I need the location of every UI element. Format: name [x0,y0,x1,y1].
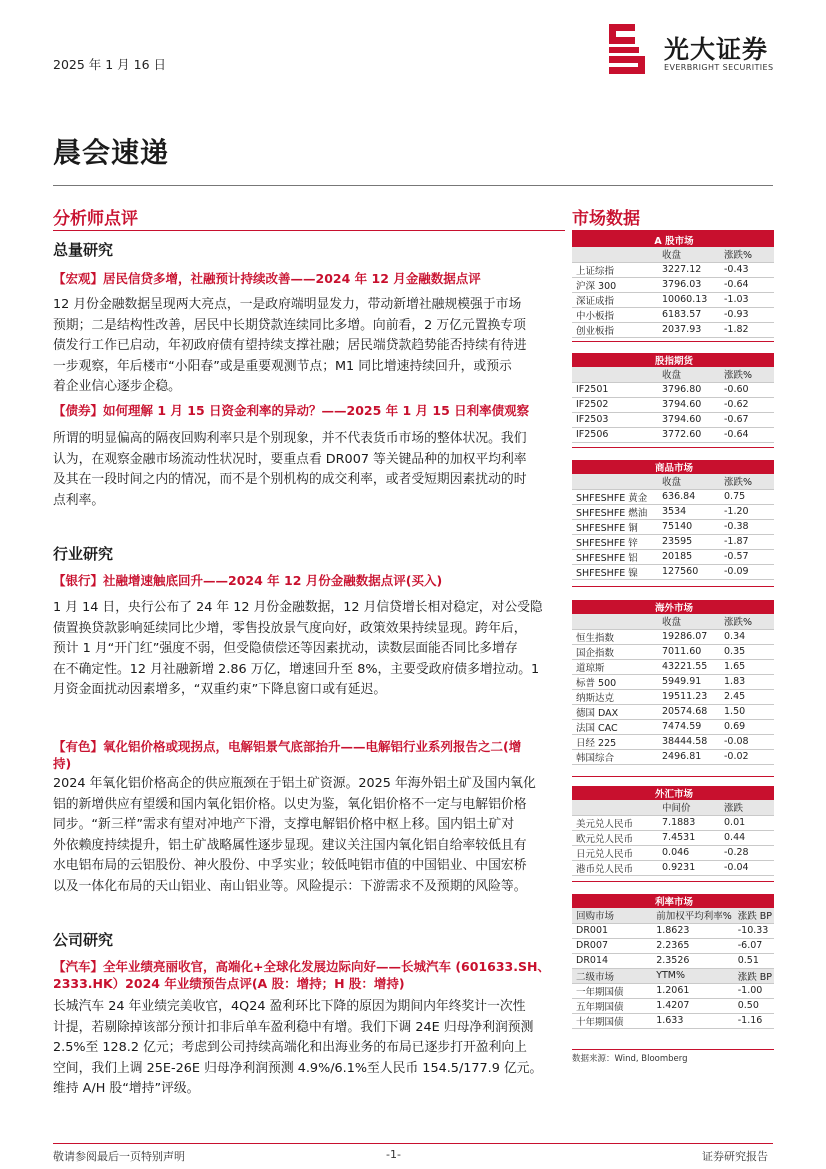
table-row: 美元兑人民币 7.1883 0.01 [572,815,774,830]
industry-research-heading: 行业研究 [53,545,114,563]
table-row: 国企指数 7011.60 0.35 [572,644,774,659]
title-divider [53,185,773,186]
table-row: DR014 2.3526 0.51 [572,953,774,968]
section-heading: 分析师点评 [53,209,138,229]
table-band: 股指期货 [572,353,774,367]
table-row: SHFESHFE 锌 23595 -1.87 [572,534,774,549]
overseas-market-table: 海外市场 收盘 涨跌% 恒生指数 19286.07 0.34 国企指数 7011.60 0.35 道琼斯 43221.55 1.65 标普 500 5949.91 1.83 纳斯达克 19511.23 2.45 德国 DAX 20574.68 1.50 法国 CAC 7474.59 0.69 日经 225 38444.58 -0.08 韩国综合 2496.81 -0.02 [572,600,774,765]
table-row: DR001 1.8623 -10.33 [572,923,774,938]
interest-rate-table: 利率市场 回购市场 前加权平均利率% 涨跌 BP DR001 1.8623 -10.33 DR007 2.2365 -6.07 DR014 2.3526 0.51 二级市场 YTM% 涨跌 BP 一年期国债 1.2061 -1.00 五年期国债 1.4207 0.50 十年期国债 1.633 -1.16 [572,894,774,1029]
macro-research-heading: 总量研究 [53,241,114,259]
table-row: 法国 CAC 7474.59 0.69 [572,719,774,734]
table-row: 标普 500 5949.91 1.83 [572,674,774,689]
table-row: IF2502 3794.60 -0.62 [572,397,774,412]
bank-report-body: 1 月 14 日，央行公布了 24 年 12 月份金融数据，12 月信贷增长相对稳定，对公受隐 债置换贷款影响延续同比少增，零售投放景气度向好，政策效果持续显现。跨年后， 预计 1 月“开门红”强度不弱，但受隐债偿还等因素扰动，读数层面能否同比多增存 在不确定性。12 月社融新增 2.86 万亿，增速回升至 8%，主要受政府债多增拉动。1 月资金面扰动因素增多，“双重约束”下降息窗口或有延迟。 [53,600,543,698]
table-band: A 股市场 [572,233,774,247]
table-row: 中小板指 6183.57 -0.93 [572,307,774,322]
brand-logo [605,22,805,77]
page-number: -1- [386,1148,401,1161]
footer-disclaimer[interactable]: 敬请参阅最后一页特别声明 [53,1150,185,1163]
table-row: IF2503 3794.60 -0.67 [572,412,774,427]
commodity-table: 商品市场 收盘 涨跌% SHFESHFE 黄金 636.84 0.75 SHFESHFE 燃油 3534 -1.20 SHFESHFE 铜 75140 -0.38 SHFESHFE 锌 23595 -1.87 SHFESHFE 铝 20185 -0.57 SHFESHFE 镍 127560 -0.09 [572,460,774,580]
table-row: 欧元兑人民币 7.4531 0.44 [572,830,774,845]
table-row: 创业板指 2037.93 -1.82 [572,322,774,337]
table-row: IF2506 3772.60 -0.64 [572,427,774,442]
table-row: 韩国综合 2496.81 -0.02 [572,749,774,764]
footer-report-type: 证券研究报告 [702,1150,768,1163]
table-row: 十年期国债 1.633 -1.16 [572,1013,774,1028]
table-row: 恒生指数 19286.07 0.34 [572,629,774,644]
metals-report-body: 2024 年氧化铝价格高企的供应瓶颈在于铝土矿资源。2025 年海外铝土矿及国内氧化 铝的新增供应有望缓和国内氧化铝价格。以史为鉴，氧化铝价格不一定与电解铝价格 同步。“新三样”需求有望对冲地产下滑，支撑电解铝价格中枢上移。国内铝土矿对 外依赖度持续提升，铝土矿战略属性逐步显现。建议关注国内氧化铝自给率较低且有 水电铝布局的云铝股份、神火股份、中孚实业；较低吨铝市值的中国铝业、中国宏桥 以及一体化布局的天山铝业、南山铝业等。风险提示：下游需求不及预期的风险等。 [53,776,536,894]
table-row: SHFESHFE 燃油 3534 -1.20 [572,504,774,519]
bank-report-title[interactable]: 【银行】社融增速触底回升——2024 年 12 月份金融数据点评(买入) [53,573,443,588]
brand-name-cn: 光大证券 [664,35,769,64]
index-futures-table: 股指期货 收盘 涨跌% IF2501 3796.80 -0.60 IF2502 3794.60 -0.62 IF2503 3794.60 -0.67 IF2506 3772.60 -0.64 [572,353,774,443]
table-band: 利率市场 [572,894,774,908]
table-row: 纳斯达克 19511.23 2.45 [572,689,774,704]
market-data-heading: 市场数据 [572,209,640,229]
table-row: 港币兑人民币 0.9231 -0.04 [572,860,774,875]
table-row: 一年期国债 1.2061 -1.00 [572,983,774,998]
bond-report-body: 所谓的明显偏高的隔夜回购利率只是个别现象，并不代表货币市场的整体状况。我们 认为，在观察金融市场流动性状况时，要重点看 DR007 等关键品种的加权平均利率 及其在一段时间之内的情况，而不是个别机构的成交利率，或者受短期因素扰动的时 点利率。 [53,431,527,508]
table-row: SHFESHFE 黄金 636.84 0.75 [572,489,774,504]
footer-divider [53,1143,773,1144]
table-divider [572,341,774,342]
table-row: 日元兑人民币 0.046 -0.28 [572,845,774,860]
page-title: 晨会速递 [53,136,170,169]
table-band: 海外市场 [572,600,774,614]
table-band: 外汇市场 [572,786,774,800]
bond-report-title[interactable]: 【债券】如何理解 1 月 15 日资金利率的异动？——2025 年 1 月 15 日利率债观察 [53,403,530,418]
table-divider [572,447,774,448]
table-row: 德国 DAX 20574.68 1.50 [572,704,774,719]
table-row: SHFESHFE 铜 75140 -0.38 [572,519,774,534]
table-divider [572,776,774,777]
everbright-logo-icon [605,22,651,76]
company-research-heading: 公司研究 [53,931,114,949]
table-band: 商品市场 [572,460,774,474]
auto-report-body: 长城汽车 24 年业绩完美收官，4Q24 盈利环比下降的原因为期间内年终奖计一次性 计提，若剔除掉该部分预计扣非后单车盈利稳中有增。我们下调 24E 归母净利润预测 2.5%至 128.2 亿元；考虑到公司持续高端化和出海业务的布局已逐步打开盈利向上 空间，我们上调 25E-26E 归母净利润预测 4.9%/6.1%至人民币 154.5/177.9 亿元。 维持 A/H 股“增持”评级。 [53,999,543,1097]
macro-report-title[interactable]: 【宏观】居民信贷多增，社融预计持续改善——2024 年 12 月金融数据点评 [53,271,481,286]
metals-report-title[interactable]: 【有色】氧化铝价格或现拐点，电解铝景气底部抬升——电解铝行业系列报告之二(增 持) [53,739,522,771]
table-row: 深证成指 10060.13 -1.03 [572,292,774,307]
macro-report-body: 12 月份金融数据呈现两大亮点，一是政府端明显发力，带动新增社融规模强于市场 预期；二是结构性改善，居民中长期贷款连续同比多增。向前看，2 万亿元置换专项 债发行工作已启动，年初政府债有望持续支撑社融；居民端贷款趋势能否持续有待进 一步观察，年后楼市“小阳春”或是重要观测节点；M1 同比增速持续回升，或预示 着企业信心逐步企稳。 [53,297,527,395]
table-divider [572,1049,774,1050]
table-row: 上证综指 3227.12 -0.43 [572,262,774,277]
auto-report-title[interactable]: 【汽车】全年业绩亮丽收官，高端化+全球化发展边际向好——长城汽车 (601633.SH、 2333.HK）2024 年业绩预告点评(A 股：增持；H 股：增持) [53,959,550,991]
table-row: SHFESHFE 镍 127560 -0.09 [572,564,774,579]
table-row: 道琼斯 43221.55 1.65 [572,659,774,674]
table-row: IF2501 3796.80 -0.60 [572,382,774,397]
forex-table: 外汇市场 中间价 涨跌 美元兑人民币 7.1883 0.01 欧元兑人民币 7.4531 0.44 日元兑人民币 0.046 -0.28 港币兑人民币 0.9231 -0.04 [572,786,774,876]
section-divider [53,230,565,231]
brand-name-en: EVERBRIGHT SECURITIES [664,63,774,72]
table-divider [572,881,774,882]
report-date: 2025 年 1 月 16 日 [53,57,167,72]
table-row: 沪深 300 3796.03 -0.64 [572,277,774,292]
a-share-table: A 股市场 收盘 涨跌% 上证综指 3227.12 -0.43 沪深 300 3796.03 -0.64 深证成指 10060.13 -1.03 中小板指 6183.57 -0.93 创业板指 2037.93 -1.82 [572,233,774,338]
data-source-note: 数据来源：Wind, Bloomberg [572,1054,688,1064]
table-row: SHFESHFE 铝 20185 -0.57 [572,549,774,564]
table-divider [572,586,774,587]
table-row: DR007 2.2365 -6.07 [572,938,774,953]
table-row: 五年期国债 1.4207 0.50 [572,998,774,1013]
table-row: 日经 225 38444.58 -0.08 [572,734,774,749]
